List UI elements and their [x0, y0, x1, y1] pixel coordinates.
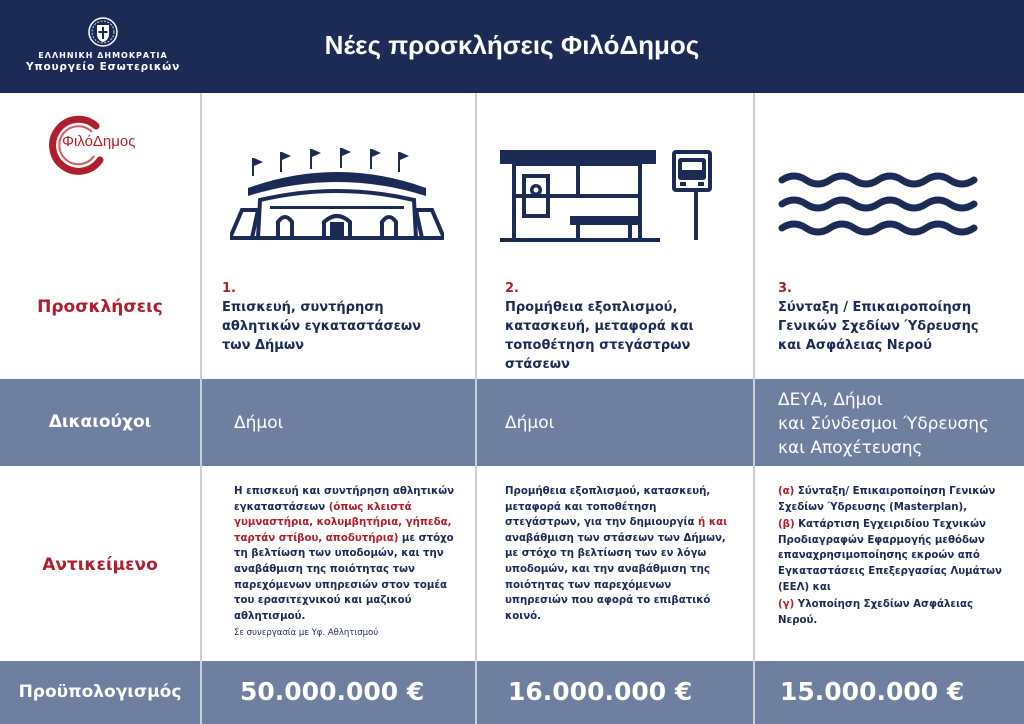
objective-item: [778, 517, 1003, 595]
call-line: των Δήμων: [222, 338, 305, 353]
objective-text: με στόχο τη βελτίωση των υποδομών, και την αναβάθμιση της ποιότητας των παρεχόμενων υπηρεσιών στον τομέα του ερασιτεχνικού και μαζικού αθλητισμού.: [234, 532, 454, 622]
objective-text: αναβάθμιση των στάσεων των Δήμων, με στόχο τη βελτίωση των εν λόγω υποδομών, και την αναβάθμιση της ποιότητας των παρεχόμενων υπηρεσιών που αφορά το επιβατικό κοινό.: [505, 532, 726, 622]
objective-text: Προμήθεια εξοπλισμού, κατασκευή, μεταφορά και τοποθέτηση στεγάστρων, για την δημιουργία: [505, 486, 711, 529]
column-divider: [475, 93, 477, 724]
column-divider: [200, 93, 202, 724]
row-label-budget: Προϋπολογισμός: [18, 682, 182, 702]
beneficiaries-3: [778, 388, 1018, 460]
call-line: Επισκευή, συντήρηση: [222, 300, 384, 315]
call-line: Γενικών Σχεδίων Ύδρευσης: [778, 319, 979, 334]
call-line: αθλητικών εγκαταστάσεων: [222, 319, 421, 334]
call-number: 2.: [505, 281, 519, 296]
beneficiaries-2: Δήμοι: [505, 413, 555, 433]
bus-stop-icon: [500, 150, 714, 242]
call-1: [222, 279, 462, 355]
budget-2: 16.000.000 €: [508, 677, 693, 706]
call-line: και Ασφάλειας Νερού: [778, 338, 932, 353]
greek-emblem-icon: [87, 16, 119, 48]
objective-highlight: ή και: [698, 517, 728, 529]
objective-item: [778, 597, 1003, 628]
objective-item-text: Σύνταξη/ Επικαιροποίηση Γενικών Σχεδίων Ύδρευσης (Masterplan),: [778, 486, 996, 513]
logo-text: ΦιλόΔημος: [62, 133, 136, 150]
water-waves-icon: [778, 170, 982, 238]
beneficiaries-line: και Σύνδεσμοι Ύδρευσης: [778, 414, 989, 434]
call-line: κατασκευή, μεταφορά και: [505, 319, 694, 334]
budget-3: 15.000.000 €: [780, 677, 965, 706]
objective-1: [234, 484, 459, 642]
government-emblem-block: [18, 16, 188, 73]
gov-line-2: Υπουργείο Εσωτερικών: [25, 61, 181, 73]
objective-text: Η επισκευή και συντήρηση αθλητικών εγκαταστάσεων: [234, 486, 455, 513]
row-label-calls: Προσκλήσεις: [37, 297, 163, 317]
objective-3: [778, 484, 1003, 628]
call-line: τοποθέτηση στεγάστρων στάσεων: [505, 338, 691, 372]
gov-line-1: ΕΛΛΗΝΙΚΗ ΔΗΜΟΚΡΑΤΙΑ: [38, 51, 168, 60]
call-3: [778, 279, 1018, 355]
objective-2: [505, 484, 730, 624]
beneficiaries-line: ΔΕΥΑ, Δήμοι: [778, 390, 883, 410]
objective-highlight: (όπως κλειστά γυμναστήρια, κολυμβητήρια, γήπεδα, ταρτάν στίβου, αποδυτήρια): [234, 501, 452, 544]
call-line: Προμήθεια εξοπλισμού,: [505, 300, 678, 315]
objective-item: [778, 484, 1003, 515]
call-2: [505, 279, 750, 374]
call-number: 3.: [778, 281, 792, 296]
objective-note: Σε συνεργασία με Υφ. Αθλητισμού: [234, 628, 379, 639]
column-divider: [753, 93, 755, 724]
beneficiaries-1: Δήμοι: [234, 413, 284, 433]
objective-item-label: (α): [778, 486, 795, 497]
stadium-icon: [230, 148, 444, 240]
call-number: 1.: [222, 281, 236, 296]
objective-item-label: (γ): [778, 599, 795, 611]
objective-item-text: Υλοποίηση Σχεδίων Ασφάλειας Νερού.: [778, 599, 974, 626]
budget-1: 50.000.000 €: [240, 677, 425, 706]
objective-item-label: (β): [778, 519, 795, 531]
row-label-objective: Αντικείμενο: [42, 555, 158, 575]
header-bar: [0, 0, 1024, 93]
beneficiaries-line: και Αποχέτευσης: [778, 438, 923, 458]
page-title: Νέες προσκλήσεις ΦιλόΔημος: [324, 30, 700, 60]
call-line: Σύνταξη / Επικαιροποίηση: [778, 300, 972, 315]
row-label-beneficiaries: Δικαιούχοι: [48, 412, 152, 432]
objective-item-text: Κατάρτιση Εγχειριδίου Τεχνικών Προδιαγραφών Εφαρμογής μεθόδων επαναχρησιμοποίησης εκροών από Εγκαταστάσεις Επεξεργασίας Λυμάτων (ΕΕΛ) και: [778, 519, 1002, 593]
